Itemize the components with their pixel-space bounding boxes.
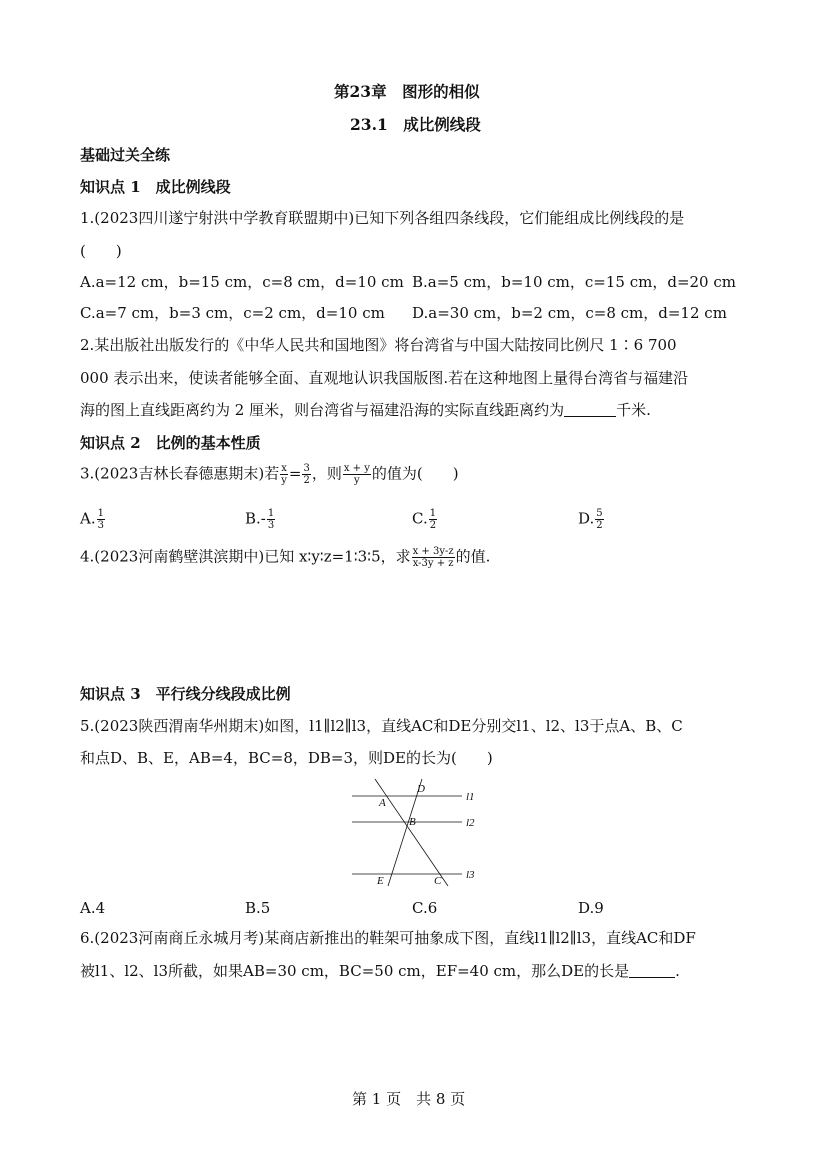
label-l2: l2 <box>466 817 475 829</box>
question-2-line-1: 2.某出版社出版发行的《中华人民共和国地图》将台湾省与中国大陆按同比例尺 1∶6 700 <box>80 336 677 354</box>
fraction-xy-over-y <box>343 463 371 486</box>
question-5-option-c: C.6 <box>412 899 438 917</box>
fraction-num: 3 <box>303 463 310 474</box>
fraction-num: 1 <box>97 508 104 519</box>
question-6-text: 被l1、l2、l3所截，如果AB=30 cm，BC=50 cm，EF=40 cm，那么DE的长是 <box>80 962 630 980</box>
fraction-den: 3 <box>97 520 104 531</box>
question-3-stem <box>80 463 459 486</box>
label-d: D <box>417 783 425 795</box>
question-2-text: 海的图上直线距离约为 2 厘米，则台湾省与福建沿海的实际直线距离约为 <box>80 401 565 419</box>
label-c: C <box>434 875 442 887</box>
option-label: D. <box>578 509 595 528</box>
knowledge-point-2: 知识点 2 比例的基本性质 <box>80 434 261 452</box>
knowledge-point-3: 知识点 3 平行线分线段成比例 <box>80 685 291 703</box>
page-number: 1 <box>371 1090 382 1108</box>
line-ac <box>375 779 448 886</box>
question-1-option-b: B.a=5 cm，b=10 cm，c=15 cm，d=20 cm <box>412 273 736 291</box>
fraction-num: x + y <box>343 463 370 474</box>
page-footer <box>352 1088 465 1109</box>
label-b: B <box>409 816 416 828</box>
footer-mid: 页 共 <box>386 1090 432 1108</box>
question-5-line-2: 和点D、B、E，AB=4，BC=8，DB=3，则DE的长为( ) <box>80 749 493 767</box>
section-title: 23.1 成比例线段 <box>350 115 481 134</box>
question-5-option-d: D.9 <box>578 899 604 917</box>
option-label: B.- <box>245 509 266 528</box>
label-l3: l3 <box>466 869 475 881</box>
question-4-post: 的值. <box>455 547 491 566</box>
question-6-line-2 <box>80 961 680 981</box>
question-1-stem: 1.(2023四川遂宁射洪中学教育联盟期中)已知下列各组四条线段，它们能组成比例线段的是 <box>80 209 685 227</box>
question-3-pre: 3.(2023吉林长春德惠期末)若 <box>80 464 280 483</box>
knowledge-point-1: 知识点 1 成比例线段 <box>80 178 231 196</box>
question-5-option-b: B.5 <box>245 899 271 917</box>
question-2-line-2: 000 表示出来，使读者能够全面、直观地认识我国版图.若在这种地图上量得台湾省与福建沿 <box>80 369 689 387</box>
question-3-post: 的值为( ) <box>371 464 459 483</box>
fraction-den: y <box>281 475 287 486</box>
label-a: A <box>379 797 386 809</box>
answer-blank[interactable] <box>629 963 675 978</box>
page-total: 8 <box>435 1090 446 1108</box>
option-label: A. <box>80 509 96 528</box>
question-4-pre: 4.(2023河南鹤壁淇滨期中)已知 x∶y∶z=1∶3∶5，求 <box>80 547 411 566</box>
equals-sign: = <box>288 464 302 483</box>
parallel-lines-figure <box>350 776 480 888</box>
question-2-line-3 <box>80 400 651 420</box>
question-4-stem <box>80 546 490 569</box>
question-3-option-b <box>245 508 276 531</box>
fraction-num: 1 <box>429 508 437 519</box>
option-label: C. <box>412 509 428 528</box>
fraction-den: 2 <box>596 520 603 531</box>
line-de <box>388 779 422 886</box>
question-3-option-d <box>578 508 605 531</box>
fraction-den: x-3y + z <box>412 558 454 569</box>
question-3-mid: ，则 <box>311 464 342 483</box>
fraction-den: 2 <box>303 475 310 486</box>
question-1-paren: ( ) <box>80 242 122 260</box>
question-3-option-a <box>80 508 106 531</box>
question-5-line-1: 5.(2023陕西渭南华州期末)如图，l1∥l2∥l3，直线AC和DE分别交l1、l2、l3于点A、B、C <box>80 717 683 735</box>
question-1-option-d: D.a=30 cm，b=2 cm，c=8 cm，d=12 cm <box>412 304 727 322</box>
fraction-3-over-2 <box>302 463 310 486</box>
chapter-title: 第23章 图形的相似 <box>334 82 480 101</box>
fraction-num: 1 <box>267 508 275 519</box>
label-e: E <box>377 875 384 887</box>
answer-blank[interactable] <box>564 402 616 417</box>
fraction-num: 5 <box>596 508 603 519</box>
fraction-den: 3 <box>267 520 275 531</box>
question-1-option-c: C.a=7 cm，b=3 cm，c=2 cm，d=10 cm <box>80 304 385 322</box>
question-5-option-a: A.4 <box>80 899 106 917</box>
fraction-den: 2 <box>429 520 437 531</box>
footer-pre: 第 <box>352 1090 368 1108</box>
fraction-num: x <box>281 463 287 474</box>
fraction-expression <box>412 546 455 569</box>
fraction-num: x + 3y-z <box>412 546 454 557</box>
fraction-den: y <box>354 475 360 486</box>
question-3-option-c <box>412 508 438 531</box>
footer-post: 页 <box>450 1090 466 1108</box>
question-1-option-a: A.a=12 cm，b=15 cm，c=8 cm，d=10 cm <box>80 273 404 291</box>
section-header: 基础过关全练 <box>80 146 171 164</box>
fraction-x-over-y <box>280 463 288 486</box>
question-2-unit: 千米. <box>616 401 651 419</box>
question-6-end: . <box>675 962 680 980</box>
question-6-line-1: 6.(2023河南商丘永城月考)某商店新推出的鞋架可抽象成下图，直线l1∥l2∥l3，直线AC和DF <box>80 929 696 947</box>
label-l1: l1 <box>466 791 475 803</box>
